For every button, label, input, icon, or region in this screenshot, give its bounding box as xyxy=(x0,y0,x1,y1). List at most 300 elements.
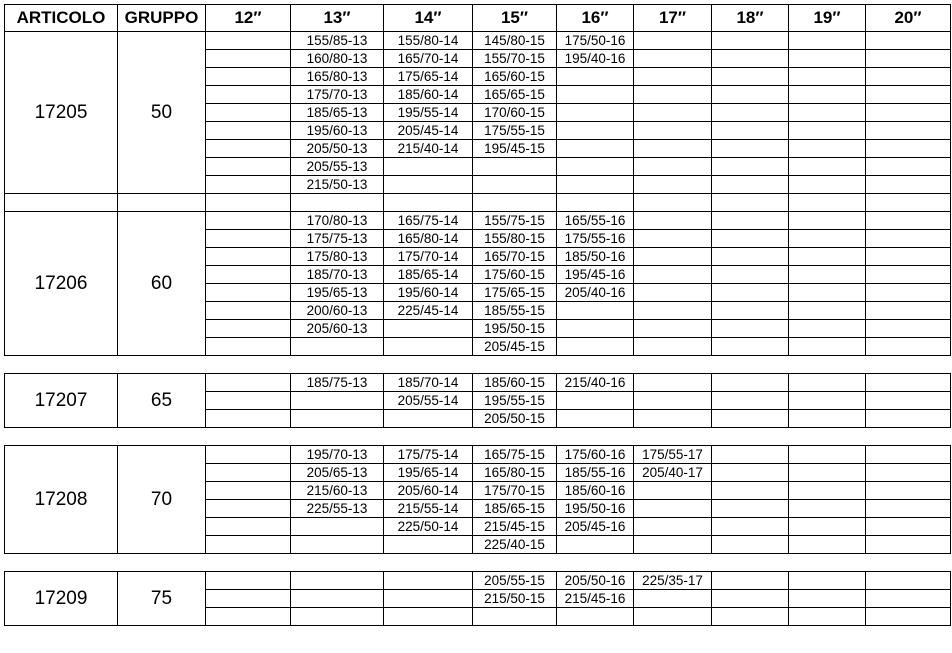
tire-size-cell: 175/60-15 xyxy=(473,266,557,284)
tire-size-cell: 225/45-14 xyxy=(384,302,473,320)
tire-size-cell xyxy=(634,140,712,158)
column-header: GRUPPO xyxy=(118,5,206,32)
separator-cell xyxy=(789,428,866,446)
tire-size-cell: 165/75-14 xyxy=(384,212,473,230)
tire-size-cell xyxy=(789,50,866,68)
tire-size-cell: 205/55-15 xyxy=(473,572,557,590)
table-row xyxy=(5,446,951,464)
tire-size-cell: 215/50-15 xyxy=(473,590,557,608)
tire-size-cell: 205/65-13 xyxy=(291,464,384,482)
table-row xyxy=(5,374,951,392)
separator-cell xyxy=(118,356,206,374)
separator-cell xyxy=(384,194,473,212)
tire-size-cell xyxy=(789,104,866,122)
tire-size-cell xyxy=(866,410,951,428)
separator-cell xyxy=(291,194,384,212)
tire-size-cell xyxy=(634,122,712,140)
separator-cell xyxy=(118,554,206,572)
tire-size-cell xyxy=(634,518,712,536)
tire-size-cell: 195/50-15 xyxy=(473,320,557,338)
column-header: 16″ xyxy=(557,5,634,32)
tire-size-cell xyxy=(206,518,291,536)
tire-size-cell xyxy=(866,158,951,176)
tire-size-cell xyxy=(712,266,789,284)
tire-size-cell xyxy=(384,320,473,338)
tire-size-cell xyxy=(634,410,712,428)
tire-size-cell xyxy=(789,572,866,590)
separator-cell xyxy=(118,428,206,446)
tire-size-cell xyxy=(291,338,384,356)
tire-size-cell: 205/50-15 xyxy=(473,410,557,428)
tire-size-cell: 205/40-16 xyxy=(557,284,634,302)
tire-size-cell xyxy=(866,338,951,356)
separator-cell xyxy=(557,356,634,374)
tire-size-cell xyxy=(206,68,291,86)
tire-size-cell xyxy=(384,176,473,194)
separator-cell xyxy=(473,554,557,572)
tire-size-cell xyxy=(866,518,951,536)
tire-size-cell: 145/80-15 xyxy=(473,32,557,50)
tire-size-cell: 195/55-15 xyxy=(473,392,557,410)
column-header: 17″ xyxy=(634,5,712,32)
separator-cell xyxy=(206,554,291,572)
tire-size-cell: 185/70-13 xyxy=(291,266,384,284)
tire-size-cell xyxy=(712,104,789,122)
tire-size-cell xyxy=(206,392,291,410)
tire-size-cell xyxy=(634,248,712,266)
tire-size-cell xyxy=(866,248,951,266)
tire-size-cell: 225/50-14 xyxy=(384,518,473,536)
tire-size-cell xyxy=(789,212,866,230)
tire-size-cell xyxy=(789,176,866,194)
tire-size-cell: 185/60-15 xyxy=(473,374,557,392)
tire-size-cell xyxy=(789,302,866,320)
separator-cell xyxy=(473,428,557,446)
tire-size-cell xyxy=(206,248,291,266)
tire-size-cell: 225/35-17 xyxy=(634,572,712,590)
tire-size-cell xyxy=(206,500,291,518)
articolo-cell: 17209 xyxy=(5,572,118,626)
tire-size-cell xyxy=(866,140,951,158)
tire-size-cell: 195/45-15 xyxy=(473,140,557,158)
tire-size-cell xyxy=(634,608,712,626)
tire-size-cell xyxy=(789,86,866,104)
tire-size-cell xyxy=(634,302,712,320)
tire-size-cell: 195/60-13 xyxy=(291,122,384,140)
tire-size-cell xyxy=(712,536,789,554)
tire-size-cell xyxy=(634,158,712,176)
separator-cell xyxy=(866,356,951,374)
tire-size-cell xyxy=(712,158,789,176)
tire-size-cell xyxy=(634,536,712,554)
separator-cell xyxy=(712,428,789,446)
tire-size-cell xyxy=(789,320,866,338)
column-header: 15″ xyxy=(473,5,557,32)
tire-size-cell xyxy=(789,518,866,536)
tire-size-cell: 185/70-14 xyxy=(384,374,473,392)
tire-size-cell xyxy=(206,410,291,428)
tire-size-cell xyxy=(634,176,712,194)
tire-size-cell: 165/65-15 xyxy=(473,86,557,104)
tire-size-cell xyxy=(384,572,473,590)
tire-size-cell: 215/40-16 xyxy=(557,374,634,392)
tire-size-cell: 175/50-16 xyxy=(557,32,634,50)
tire-size-cell xyxy=(789,32,866,50)
tire-size-cell xyxy=(634,50,712,68)
tire-size-cell xyxy=(557,302,634,320)
articolo-cell: 17206 xyxy=(5,212,118,356)
separator-cell xyxy=(557,428,634,446)
tire-size-cell xyxy=(866,392,951,410)
column-header: 18″ xyxy=(712,5,789,32)
tire-size-cell: 155/70-15 xyxy=(473,50,557,68)
tire-size-cell xyxy=(712,500,789,518)
tire-size-cell xyxy=(206,212,291,230)
tire-size-cell xyxy=(634,374,712,392)
column-header: ARTICOLO xyxy=(5,5,118,32)
tire-size-cell xyxy=(634,86,712,104)
tire-size-cell xyxy=(712,374,789,392)
tire-size-cell: 205/50-13 xyxy=(291,140,384,158)
tire-size-cell: 185/65-13 xyxy=(291,104,384,122)
tire-size-cell xyxy=(789,230,866,248)
separator-cell xyxy=(291,554,384,572)
tire-size-cell: 155/75-15 xyxy=(473,212,557,230)
tire-size-cell xyxy=(634,590,712,608)
tire-size-cell xyxy=(473,158,557,176)
tire-size-cell: 200/60-13 xyxy=(291,302,384,320)
separator-cell xyxy=(384,356,473,374)
tire-size-cell xyxy=(866,284,951,302)
tire-size-cell xyxy=(866,536,951,554)
tire-size-cell xyxy=(291,518,384,536)
tire-size-cell xyxy=(712,320,789,338)
tire-size-sheet xyxy=(4,4,950,626)
tire-size-cell xyxy=(866,230,951,248)
tire-size-cell xyxy=(634,338,712,356)
tire-size-cell: 225/55-13 xyxy=(291,500,384,518)
tire-size-cell: 175/75-14 xyxy=(384,446,473,464)
separator-cell xyxy=(634,194,712,212)
tire-size-cell: 205/45-14 xyxy=(384,122,473,140)
tire-size-cell xyxy=(712,572,789,590)
gruppo-cell: 50 xyxy=(118,32,206,194)
tire-size-cell: 195/60-14 xyxy=(384,284,473,302)
tire-size-cell xyxy=(634,392,712,410)
gruppo-cell: 75 xyxy=(118,572,206,626)
tire-size-cell xyxy=(291,410,384,428)
tire-size-cell xyxy=(712,122,789,140)
tire-size-cell xyxy=(206,176,291,194)
tire-size-cell xyxy=(789,374,866,392)
tire-size-cell xyxy=(712,446,789,464)
tire-size-cell: 165/60-15 xyxy=(473,68,557,86)
tire-size-cell xyxy=(712,464,789,482)
tire-size-cell: 215/45-15 xyxy=(473,518,557,536)
tire-size-cell xyxy=(789,284,866,302)
tire-size-cell xyxy=(473,608,557,626)
tire-size-cell xyxy=(866,482,951,500)
articolo-cell: 17205 xyxy=(5,32,118,194)
tire-size-cell xyxy=(557,608,634,626)
group-separator xyxy=(5,194,951,212)
separator-cell xyxy=(634,554,712,572)
tire-size-cell xyxy=(634,212,712,230)
tire-size-cell xyxy=(206,446,291,464)
tire-size-cell xyxy=(634,266,712,284)
tire-size-cell: 205/55-14 xyxy=(384,392,473,410)
tire-size-cell: 165/80-14 xyxy=(384,230,473,248)
separator-cell xyxy=(118,194,206,212)
header-row xyxy=(5,5,951,32)
tire-size-cell xyxy=(291,536,384,554)
tire-size-cell: 185/55-16 xyxy=(557,464,634,482)
tire-size-cell: 205/60-13 xyxy=(291,320,384,338)
tire-size-cell: 175/60-16 xyxy=(557,446,634,464)
tire-size-cell xyxy=(384,158,473,176)
tire-size-cell xyxy=(866,464,951,482)
separator-cell xyxy=(866,194,951,212)
tire-size-cell xyxy=(206,230,291,248)
separator-cell xyxy=(866,428,951,446)
tire-size-cell xyxy=(634,68,712,86)
column-header: 12″ xyxy=(206,5,291,32)
tire-size-cell xyxy=(712,212,789,230)
tire-size-cell xyxy=(866,608,951,626)
tire-size-cell xyxy=(206,122,291,140)
tire-size-cell xyxy=(866,212,951,230)
group-separator xyxy=(5,356,951,374)
tire-size-cell xyxy=(206,338,291,356)
separator-cell xyxy=(384,428,473,446)
separator-cell xyxy=(712,194,789,212)
tire-size-cell xyxy=(712,230,789,248)
tire-size-cell xyxy=(291,608,384,626)
tire-size-cell: 185/65-15 xyxy=(473,500,557,518)
tire-size-cell xyxy=(866,320,951,338)
tire-size-cell: 175/55-16 xyxy=(557,230,634,248)
tire-size-cell: 170/80-13 xyxy=(291,212,384,230)
separator-cell xyxy=(384,554,473,572)
tire-size-cell: 185/50-16 xyxy=(557,248,634,266)
tire-size-cell xyxy=(712,608,789,626)
separator-cell xyxy=(291,356,384,374)
tire-size-cell xyxy=(866,500,951,518)
tire-size-cell xyxy=(557,104,634,122)
column-header: 14″ xyxy=(384,5,473,32)
tire-size-cell xyxy=(634,284,712,302)
tire-size-cell xyxy=(384,410,473,428)
tire-size-cell xyxy=(789,338,866,356)
tire-size-cell: 160/80-13 xyxy=(291,50,384,68)
tire-size-cell xyxy=(712,518,789,536)
tire-size-cell xyxy=(291,572,384,590)
separator-cell xyxy=(634,356,712,374)
column-header: 13″ xyxy=(291,5,384,32)
separator-cell xyxy=(206,356,291,374)
tire-size-cell xyxy=(557,410,634,428)
tire-size-cell: 165/55-16 xyxy=(557,212,634,230)
tire-size-cell: 215/55-14 xyxy=(384,500,473,518)
tire-size-cell: 175/80-13 xyxy=(291,248,384,266)
tire-size-cell xyxy=(712,338,789,356)
separator-cell xyxy=(712,554,789,572)
tire-size-cell: 195/45-16 xyxy=(557,266,634,284)
tire-size-cell xyxy=(557,392,634,410)
tire-size-cell xyxy=(206,482,291,500)
separator-cell xyxy=(5,428,118,446)
tire-size-cell xyxy=(557,86,634,104)
separator-cell xyxy=(557,194,634,212)
tire-size-cell xyxy=(866,86,951,104)
tire-size-cell: 195/40-16 xyxy=(557,50,634,68)
tire-size-cell xyxy=(634,230,712,248)
tire-size-cell xyxy=(291,590,384,608)
tire-size-cell xyxy=(384,536,473,554)
gruppo-cell: 60 xyxy=(118,212,206,356)
tire-size-cell: 175/65-14 xyxy=(384,68,473,86)
tire-size-cell: 155/80-14 xyxy=(384,32,473,50)
tire-size-cell xyxy=(634,320,712,338)
tire-size-cell xyxy=(866,266,951,284)
tire-size-cell xyxy=(789,608,866,626)
tire-size-cell xyxy=(557,176,634,194)
tire-size-cell xyxy=(789,140,866,158)
tire-size-cell xyxy=(712,302,789,320)
tire-size-cell xyxy=(712,176,789,194)
separator-cell xyxy=(473,194,557,212)
tire-size-cell xyxy=(206,464,291,482)
tire-size-cell xyxy=(712,86,789,104)
tire-size-cell xyxy=(789,464,866,482)
tire-size-cell xyxy=(206,536,291,554)
group-separator xyxy=(5,428,951,446)
tire-size-cell: 175/70-14 xyxy=(384,248,473,266)
separator-cell xyxy=(789,194,866,212)
separator-cell xyxy=(5,554,118,572)
column-header: 19″ xyxy=(789,5,866,32)
tire-size-cell xyxy=(206,158,291,176)
tire-size-cell xyxy=(712,140,789,158)
tire-size-cell: 215/45-16 xyxy=(557,590,634,608)
tire-size-cell xyxy=(789,266,866,284)
tire-size-cell: 205/50-16 xyxy=(557,572,634,590)
tire-size-cell: 165/70-14 xyxy=(384,50,473,68)
tire-size-cell: 175/55-15 xyxy=(473,122,557,140)
tire-size-cell xyxy=(789,536,866,554)
tire-size-cell xyxy=(712,32,789,50)
tire-size-cell xyxy=(789,248,866,266)
tire-size-cell xyxy=(206,266,291,284)
tire-size-cell: 185/60-14 xyxy=(384,86,473,104)
tire-size-cell: 175/75-13 xyxy=(291,230,384,248)
tire-size-cell: 205/45-16 xyxy=(557,518,634,536)
tire-size-cell xyxy=(634,32,712,50)
tire-size-cell xyxy=(789,392,866,410)
tire-size-cell xyxy=(866,50,951,68)
tire-size-cell xyxy=(789,68,866,86)
tire-size-cell xyxy=(712,410,789,428)
tire-size-cell: 155/80-15 xyxy=(473,230,557,248)
tire-size-cell xyxy=(206,32,291,50)
tire-size-cell: 185/75-13 xyxy=(291,374,384,392)
tire-size-cell: 185/60-16 xyxy=(557,482,634,500)
separator-cell xyxy=(5,356,118,374)
tire-size-cell: 175/65-15 xyxy=(473,284,557,302)
tire-size-cell: 165/75-15 xyxy=(473,446,557,464)
tire-size-cell xyxy=(384,590,473,608)
tire-size-cell: 165/80-15 xyxy=(473,464,557,482)
tire-size-cell: 170/60-15 xyxy=(473,104,557,122)
articolo-cell: 17208 xyxy=(5,446,118,554)
tire-size-cell: 195/50-16 xyxy=(557,500,634,518)
tire-size-cell xyxy=(557,68,634,86)
tire-size-cell xyxy=(789,590,866,608)
tire-size-cell xyxy=(206,50,291,68)
tire-size-cell: 215/60-13 xyxy=(291,482,384,500)
tire-size-cell: 195/70-13 xyxy=(291,446,384,464)
tire-size-cell xyxy=(866,590,951,608)
separator-cell xyxy=(206,428,291,446)
tire-size-cell xyxy=(206,86,291,104)
tire-size-cell xyxy=(866,446,951,464)
tire-size-cell xyxy=(789,446,866,464)
table-row xyxy=(5,212,951,230)
separator-cell xyxy=(712,356,789,374)
tire-size-table xyxy=(4,4,951,626)
tire-size-cell: 215/50-13 xyxy=(291,176,384,194)
tire-size-cell xyxy=(712,68,789,86)
tire-size-cell xyxy=(384,338,473,356)
tire-size-cell xyxy=(789,500,866,518)
tire-size-cell xyxy=(206,590,291,608)
tire-size-cell: 185/55-15 xyxy=(473,302,557,320)
table-row xyxy=(5,32,951,50)
tire-size-cell xyxy=(789,122,866,140)
tire-size-cell xyxy=(206,284,291,302)
gruppo-cell: 65 xyxy=(118,374,206,428)
tire-size-cell xyxy=(557,158,634,176)
tire-size-cell: 185/65-14 xyxy=(384,266,473,284)
separator-cell xyxy=(473,356,557,374)
tire-size-cell xyxy=(712,248,789,266)
tire-size-cell xyxy=(557,140,634,158)
tire-size-cell xyxy=(712,392,789,410)
tire-size-cell xyxy=(866,68,951,86)
tire-size-cell xyxy=(206,302,291,320)
tire-size-cell xyxy=(866,32,951,50)
separator-cell xyxy=(5,194,118,212)
tire-size-cell: 205/40-17 xyxy=(634,464,712,482)
tire-size-cell xyxy=(866,122,951,140)
tire-size-cell xyxy=(789,410,866,428)
tire-size-cell xyxy=(866,374,951,392)
tire-size-cell xyxy=(634,104,712,122)
tire-size-cell xyxy=(473,176,557,194)
tire-size-cell: 205/60-14 xyxy=(384,482,473,500)
separator-cell xyxy=(291,428,384,446)
tire-size-cell xyxy=(291,392,384,410)
tire-size-cell: 175/70-15 xyxy=(473,482,557,500)
separator-cell xyxy=(789,356,866,374)
tire-size-cell xyxy=(206,608,291,626)
separator-cell xyxy=(557,554,634,572)
separator-cell xyxy=(634,428,712,446)
articolo-cell: 17207 xyxy=(5,374,118,428)
separator-cell xyxy=(789,554,866,572)
tire-size-cell: 195/65-13 xyxy=(291,284,384,302)
tire-size-cell xyxy=(789,482,866,500)
